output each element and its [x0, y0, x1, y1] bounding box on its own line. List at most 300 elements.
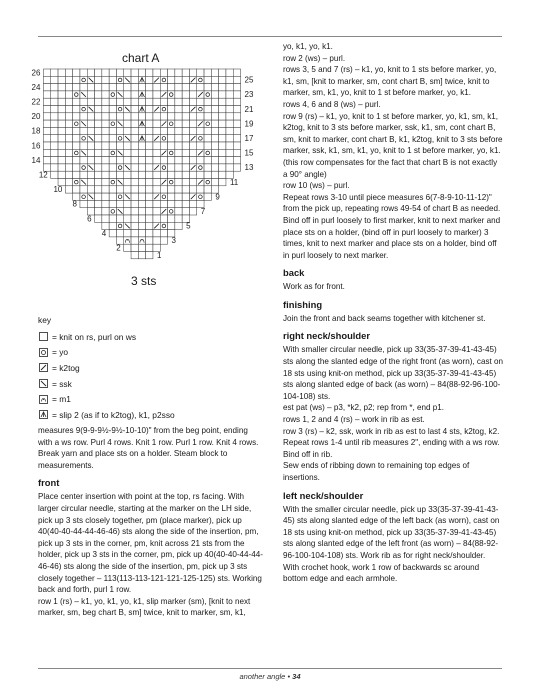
- row-label: 12: [38, 170, 48, 180]
- chart-cell: [153, 149, 160, 156]
- chart-cell: [211, 149, 218, 156]
- chart-cell: [189, 120, 196, 127]
- instruction-paragraph: row 2 (ws) – purl.: [283, 53, 346, 63]
- chart-cell: [168, 157, 175, 164]
- chart-cell: [58, 84, 65, 91]
- chart-cell: [138, 127, 145, 134]
- chart-cell: [124, 149, 131, 156]
- chart-cell: [51, 157, 58, 164]
- chart-cell: [168, 179, 175, 186]
- right-neck-paragraph: rows 1, 2 and 4 (rs) – work in rib as est.: [283, 415, 425, 425]
- chart-cell: [131, 215, 138, 222]
- row-label: 2: [116, 243, 121, 253]
- chart-cell: [233, 91, 240, 98]
- finishing-paragraph: Join the front and back seams together with kitchener st.: [283, 313, 486, 323]
- row-label: 3: [171, 236, 177, 246]
- key-item-label: = yo: [52, 347, 69, 358]
- chart-cell: [43, 157, 50, 164]
- chart-cell: [189, 171, 196, 178]
- chart-cell: [58, 69, 65, 76]
- chart-cell: [65, 157, 72, 164]
- chart-cell: [211, 76, 218, 83]
- chart-cell: [116, 230, 123, 237]
- chart-cell: [65, 76, 72, 83]
- chart-cell: [189, 157, 196, 164]
- front-row1-paragraph: row 1 (rs) – k1, yo, k1, yo, k1, slip marker (sm), [knit to next marker, sm, beg chart B, sm] twice, knit to marker, sm, k1,: [38, 596, 251, 618]
- chart-cell: [146, 171, 153, 178]
- chart-cell: [116, 186, 123, 193]
- chart-cell: [138, 98, 145, 105]
- chart-cell: [175, 193, 182, 200]
- chart-cell: [219, 157, 226, 164]
- chart-cell: [87, 200, 94, 207]
- chart-cell: [146, 142, 153, 149]
- chart-cell: [58, 106, 65, 113]
- chart-cell: [124, 208, 131, 215]
- chart-cell: [175, 142, 182, 149]
- chart-cell: [73, 76, 80, 83]
- chart-cell: [51, 171, 58, 178]
- chart-cell: [87, 98, 94, 105]
- chart-cell: [204, 179, 211, 186]
- chart-cell: [138, 222, 145, 229]
- chart-cell: [116, 193, 123, 200]
- chart-cell: [116, 164, 123, 171]
- chart-cell: [65, 113, 72, 120]
- key-item-slip2: [38, 407, 175, 423]
- chart-cell: [131, 171, 138, 178]
- chart-cell: [131, 98, 138, 105]
- chart-cell: [65, 98, 72, 105]
- yo-symbol-icon: [38, 347, 48, 357]
- chart-cell: [175, 69, 182, 76]
- chart-cell: [131, 186, 138, 193]
- chart-cell: [160, 164, 167, 171]
- chart-cell: [80, 186, 87, 193]
- chart-cell: [95, 106, 102, 113]
- chart-cell: [189, 98, 196, 105]
- chart-cell: [146, 127, 153, 134]
- instruction-paragraph: rows 3, 5 and 7 (rs) – k1, yo, knit to 1 sts before marker, yo, k1, sm, [knit to marker, sm, cont chart B, sm] twice, knit to marker, sm, k1, yo, knit to 1 st before marker, yo, k1.: [283, 65, 497, 98]
- chart-cell: [204, 127, 211, 134]
- chart-cell: [87, 113, 94, 120]
- chart-cell: [211, 106, 218, 113]
- chart-cell: [131, 127, 138, 134]
- chart-cell: [233, 113, 240, 120]
- chart-cell: [197, 171, 204, 178]
- chart-cell: [80, 193, 87, 200]
- chart-cell: [80, 135, 87, 142]
- chart-cell: [109, 149, 116, 156]
- chart-cell: [102, 164, 109, 171]
- right-neck-paragraph: With smaller circular needle, pick up 33(35-37-39-41-43-45) sts along the slanted edge of the right front (as worn), cast on 18 sts using knit-on method, pick up 33(35-37-39-41-43-45) sts along slanted edge of back (as worn) – 84(88-92-96-100-104-108) sts.: [283, 345, 504, 401]
- chart-cell: [43, 76, 50, 83]
- chart-cell: [102, 98, 109, 105]
- chart-cell: [138, 200, 145, 207]
- chart-cell: [197, 127, 204, 134]
- chart-cell: [197, 142, 204, 149]
- chart-cell: [175, 127, 182, 134]
- chart-cell: [160, 171, 167, 178]
- chart-cell: [182, 171, 189, 178]
- chart-cell: [189, 149, 196, 156]
- chart-cell: [43, 135, 50, 142]
- chart-cell: [233, 164, 240, 171]
- chart-cell: [87, 142, 94, 149]
- chart-cell: [226, 127, 233, 134]
- chart-cell: [211, 164, 218, 171]
- row-label: 10: [53, 185, 63, 195]
- chart-cell: [65, 149, 72, 156]
- chart-cell: [109, 215, 116, 222]
- chart-cell: [226, 76, 233, 83]
- chart-cell: [73, 164, 80, 171]
- row-label: 15: [244, 148, 254, 158]
- chart-cell: [146, 149, 153, 156]
- chart-cell: [211, 171, 218, 178]
- chart-cell: [73, 120, 80, 127]
- chart-cell: [109, 69, 116, 76]
- chart-cell: [131, 244, 138, 251]
- ssk-symbol-icon: [38, 379, 48, 389]
- chart-cell: [102, 69, 109, 76]
- chart-cell: [138, 179, 145, 186]
- chart-cell: [204, 149, 211, 156]
- chart-cell: [204, 113, 211, 120]
- chart-cell: [109, 200, 116, 207]
- chart-cell: [102, 193, 109, 200]
- chart-cell: [116, 106, 123, 113]
- chart-cell: [131, 135, 138, 142]
- chart-cell: [138, 215, 145, 222]
- chart-cell: [124, 142, 131, 149]
- chart-cell: [65, 179, 72, 186]
- chart-cell: [189, 91, 196, 98]
- chart-cell: [153, 179, 160, 186]
- chart-cell: [95, 127, 102, 134]
- chart-cell: [204, 106, 211, 113]
- chart-cell: [168, 135, 175, 142]
- chart-cell: [102, 157, 109, 164]
- chart-cell: [182, 106, 189, 113]
- chart-cell: [204, 120, 211, 127]
- chart-cell: [160, 215, 167, 222]
- right-neck-paragraph: Repeat rows 1-4 until rib measures 2", ending with a ws row. Bind off in rib.: [283, 438, 500, 459]
- chart-cell: [204, 98, 211, 105]
- chart-cell: [146, 164, 153, 171]
- blocking-paragraph: measures 9(9-9-9½-9½-10-10)" from the beg point, ending with a ws row. Purl 4 rows. Knit 1 row. Purl 1 row. Knit 4 rows. Break yarn and place sts on a holder. Steam block to measurements.: [38, 426, 259, 470]
- chart-cell: [226, 149, 233, 156]
- chart-cell: [204, 142, 211, 149]
- chart-cell: [168, 91, 175, 98]
- chart-cell: [65, 186, 72, 193]
- chart-cell: [226, 106, 233, 113]
- chart-cell: [233, 98, 240, 105]
- chart-cell: [175, 135, 182, 142]
- chart-cell: [233, 142, 240, 149]
- chart-cell: [73, 171, 80, 178]
- chart-cell: [102, 171, 109, 178]
- chart-cell: [80, 164, 87, 171]
- chart-cell: [197, 164, 204, 171]
- chart-cell: [51, 69, 58, 76]
- chart-cell: [219, 164, 226, 171]
- chart-cell: [109, 91, 116, 98]
- chart-cell: [153, 171, 160, 178]
- chart-cell: [204, 157, 211, 164]
- chart-cell: [146, 179, 153, 186]
- chart-cell: [131, 106, 138, 113]
- chart-cell: [80, 157, 87, 164]
- chart-cell: [124, 98, 131, 105]
- chart-cell: [168, 76, 175, 83]
- footer-title: another angle: [239, 672, 286, 681]
- chart-cell: [219, 98, 226, 105]
- chart-cell: [175, 76, 182, 83]
- chart-cell: [138, 244, 145, 251]
- row-label: 1: [156, 250, 162, 260]
- chart-cell: [146, 208, 153, 215]
- key-item-label: = knit on rs, purl on ws: [52, 331, 137, 342]
- chart-cell: [87, 179, 94, 186]
- chart-cell: [168, 98, 175, 105]
- chart-cell: [226, 84, 233, 91]
- chart-cell: [153, 157, 160, 164]
- chart-cell: [138, 186, 145, 193]
- top-rule: [38, 36, 502, 37]
- chart-cell: [168, 171, 175, 178]
- chart-cell: [95, 171, 102, 178]
- chart-cell: [182, 142, 189, 149]
- chart-cell: [87, 84, 94, 91]
- chart-cell: [116, 127, 123, 134]
- chart-cell: [153, 142, 160, 149]
- chart-cell: [175, 222, 182, 229]
- chart-cell: [80, 69, 87, 76]
- bottom-rule: [38, 668, 502, 669]
- chart-cell: [226, 120, 233, 127]
- front-paragraph: Place center insertion with point at the top, rs facing. With larger circular needle, starting at the marker on the LH side, pick up 3 sts closely together, pm (place marker), pick up 40(40-40-44-44-46-46) sts along the side of the insertion, pm, pick up 3 sts in the corner, pm, knit across 21 sts from the holder, pick up 3 sts in the corner, pm, pick up 40(40-40-44-44-46-46) sts along the side of the insertion, pm, pick up 3 sts closely together – 113(113-113-121-121-125-125) sts. Working back and forth, purl 1 row.: [38, 492, 263, 595]
- chart-cell: [175, 171, 182, 178]
- chart-cell: [189, 142, 196, 149]
- chart-cell: [109, 164, 116, 171]
- chart-cell: [153, 208, 160, 215]
- key-title: key: [38, 315, 52, 325]
- left-column: [38, 425, 264, 619]
- chart-cell: [146, 113, 153, 120]
- chart-cell: [102, 113, 109, 120]
- chart-cell: [211, 135, 218, 142]
- chart-cell: [153, 230, 160, 237]
- chart-cell: [65, 171, 72, 178]
- chart-cell: [138, 193, 145, 200]
- key-item-label: = k2tog: [52, 362, 80, 373]
- chart-cell: [204, 76, 211, 83]
- chart-cell: [131, 179, 138, 186]
- chart-cell: [80, 76, 87, 83]
- chart-cell: [95, 193, 102, 200]
- chart-cell: [219, 91, 226, 98]
- chart-cell: [73, 135, 80, 142]
- chart-cell: [175, 84, 182, 91]
- back-paragraph: Work as for front.: [283, 282, 345, 292]
- left-neck-paragraph: With the smaller circular needle, pick up 33(35-37-39-41-43-45) sts along slanted edge of the left back (as worn), cast on 18 sts using knit-on method, pick up 33(35-37-39-41-43-45) sts along slanted edge of the left front (as worn) – 84(88-92-96-100-104-108) sts. Work rib as for right neck/shoulder.: [283, 504, 500, 560]
- chart-cell: [146, 98, 153, 105]
- chart-cell: [160, 200, 167, 207]
- key-item-k2tog: [38, 360, 175, 376]
- chart-cell: [211, 127, 218, 134]
- key-item-label: = slip 2 (as if to k2tog), k1, p2sso: [52, 409, 175, 420]
- row-label: 18: [31, 126, 41, 136]
- chart-cell: [95, 200, 102, 207]
- chart-cell: [116, 84, 123, 91]
- row-label: 11: [229, 177, 239, 187]
- knit-symbol-icon: [38, 332, 48, 342]
- chart-cell: [233, 149, 240, 156]
- k2tog-symbol-icon: [38, 363, 48, 373]
- right-neck-paragraph: row 3 (rs) – k2, ssk, work in rib as est to last 4 sts, k2tog, k2.: [283, 426, 500, 436]
- chart-cell: [102, 120, 109, 127]
- chart-cell: [153, 215, 160, 222]
- chart-cell: [95, 164, 102, 171]
- chart-cell: [153, 113, 160, 120]
- chart-cell: [131, 222, 138, 229]
- chart-cell: [109, 84, 116, 91]
- chart-cell: [160, 106, 167, 113]
- chart-cell: [219, 142, 226, 149]
- chart-cell: [109, 120, 116, 127]
- chart-cell: [146, 215, 153, 222]
- instruction-paragraph: Bind off in purl loosely to first marker, knit to next marker and place sts on a holder, (bind off in purl loosely to marker) 3 times, knit to next marker and place sts on a holder, bind off in purl loosely to next marker.: [283, 215, 501, 260]
- chart-cell: [175, 149, 182, 156]
- chart-cell: [73, 84, 80, 91]
- chart-cell: [116, 76, 123, 83]
- chart-cell: [146, 106, 153, 113]
- chart-cell: [168, 127, 175, 134]
- instruction-paragraph: Repeat rows 3-10 until piece measures 6(7-8-9-10-11-12)" from the pick up, repeating rows 49-54 of chart B as needed.: [283, 192, 501, 214]
- chart-cell: [116, 113, 123, 120]
- chart-cell: [87, 127, 94, 134]
- chart-cell: [211, 91, 218, 98]
- chart-cell: [211, 69, 218, 76]
- chart-cell: [51, 127, 58, 134]
- row-label: 23: [244, 90, 254, 100]
- chart-cell: [233, 127, 240, 134]
- chart-cell: [189, 200, 196, 207]
- right-neck-paragraph: Sew ends of ribbing down to remaining top edges of insertions.: [283, 461, 470, 482]
- chart-cell: [131, 208, 138, 215]
- chart-cell: [182, 135, 189, 142]
- chart-cell: [87, 69, 94, 76]
- chart-cell: [131, 113, 138, 120]
- chart-cell: [124, 157, 131, 164]
- chart-cell: [182, 120, 189, 127]
- chart-cell: [80, 127, 87, 134]
- chart-cell: [43, 98, 50, 105]
- chart-cell: [168, 142, 175, 149]
- chart-cell: [131, 149, 138, 156]
- chart-cell: [233, 106, 240, 113]
- chart-cell: [58, 142, 65, 149]
- chart-cell: [109, 193, 116, 200]
- chart-cell: [146, 222, 153, 229]
- chart-cell: [95, 76, 102, 83]
- chart-cell: [168, 222, 175, 229]
- chart-cell: [131, 237, 138, 244]
- chart-cell: [73, 98, 80, 105]
- chart-cell: [95, 113, 102, 120]
- chart-cell: [160, 142, 167, 149]
- key-item-yo: [38, 345, 175, 361]
- chart-cell: [65, 142, 72, 149]
- chart-cell: [80, 142, 87, 149]
- chart-cell: [58, 113, 65, 120]
- chart-cell: [95, 91, 102, 98]
- chart-cell: [87, 157, 94, 164]
- row-label: 13: [244, 163, 254, 173]
- chart-cell: [58, 120, 65, 127]
- chart-cell: [160, 193, 167, 200]
- chart-cell: [146, 76, 153, 83]
- chart-cell: [175, 200, 182, 207]
- chart-cell: [182, 193, 189, 200]
- chart-cell: [138, 69, 145, 76]
- chart-cell: [168, 84, 175, 91]
- chart-cell: [109, 76, 116, 83]
- chart-cell: [204, 171, 211, 178]
- chart-cell: [65, 127, 72, 134]
- chart-cell: [160, 222, 167, 229]
- chart-cell: [153, 237, 160, 244]
- chart-cell: [95, 157, 102, 164]
- chart-cell: [109, 230, 116, 237]
- chart-cell: [116, 171, 123, 178]
- chart-cell: [109, 113, 116, 120]
- chart-cell: [219, 179, 226, 186]
- chart-cell: [58, 127, 65, 134]
- chart-cell: [168, 113, 175, 120]
- chart-key: [38, 315, 175, 423]
- chart-cell: [124, 186, 131, 193]
- chart-cell: [87, 91, 94, 98]
- chart-cell: [65, 106, 72, 113]
- chart-cell: [65, 84, 72, 91]
- right-neck-paragraph: est pat (ws) – p3, *k2, p2; rep from *, end p1.: [283, 403, 445, 413]
- chart-cell: [131, 76, 138, 83]
- row-label: 7: [200, 207, 206, 216]
- chart-cell: [182, 113, 189, 120]
- chart-cell: [153, 84, 160, 91]
- row-label: 6: [87, 214, 92, 224]
- chart-cell: [80, 200, 87, 207]
- chart-cell: [58, 157, 65, 164]
- chart-cell: [109, 106, 116, 113]
- row-label: 5: [186, 221, 191, 231]
- chart-cell: [51, 164, 58, 171]
- chart-cell: [189, 179, 196, 186]
- chart-cell: [116, 215, 123, 222]
- chart-cell: [182, 76, 189, 83]
- chart-cell: [124, 179, 131, 186]
- chart-cell: [219, 127, 226, 134]
- chart-cell: [51, 106, 58, 113]
- chart-cell: [146, 120, 153, 127]
- chart-cell: [226, 142, 233, 149]
- row-label: 8: [72, 199, 77, 209]
- chart-cell: [138, 142, 145, 149]
- chart-cell: [124, 120, 131, 127]
- chart-cell: [58, 171, 65, 178]
